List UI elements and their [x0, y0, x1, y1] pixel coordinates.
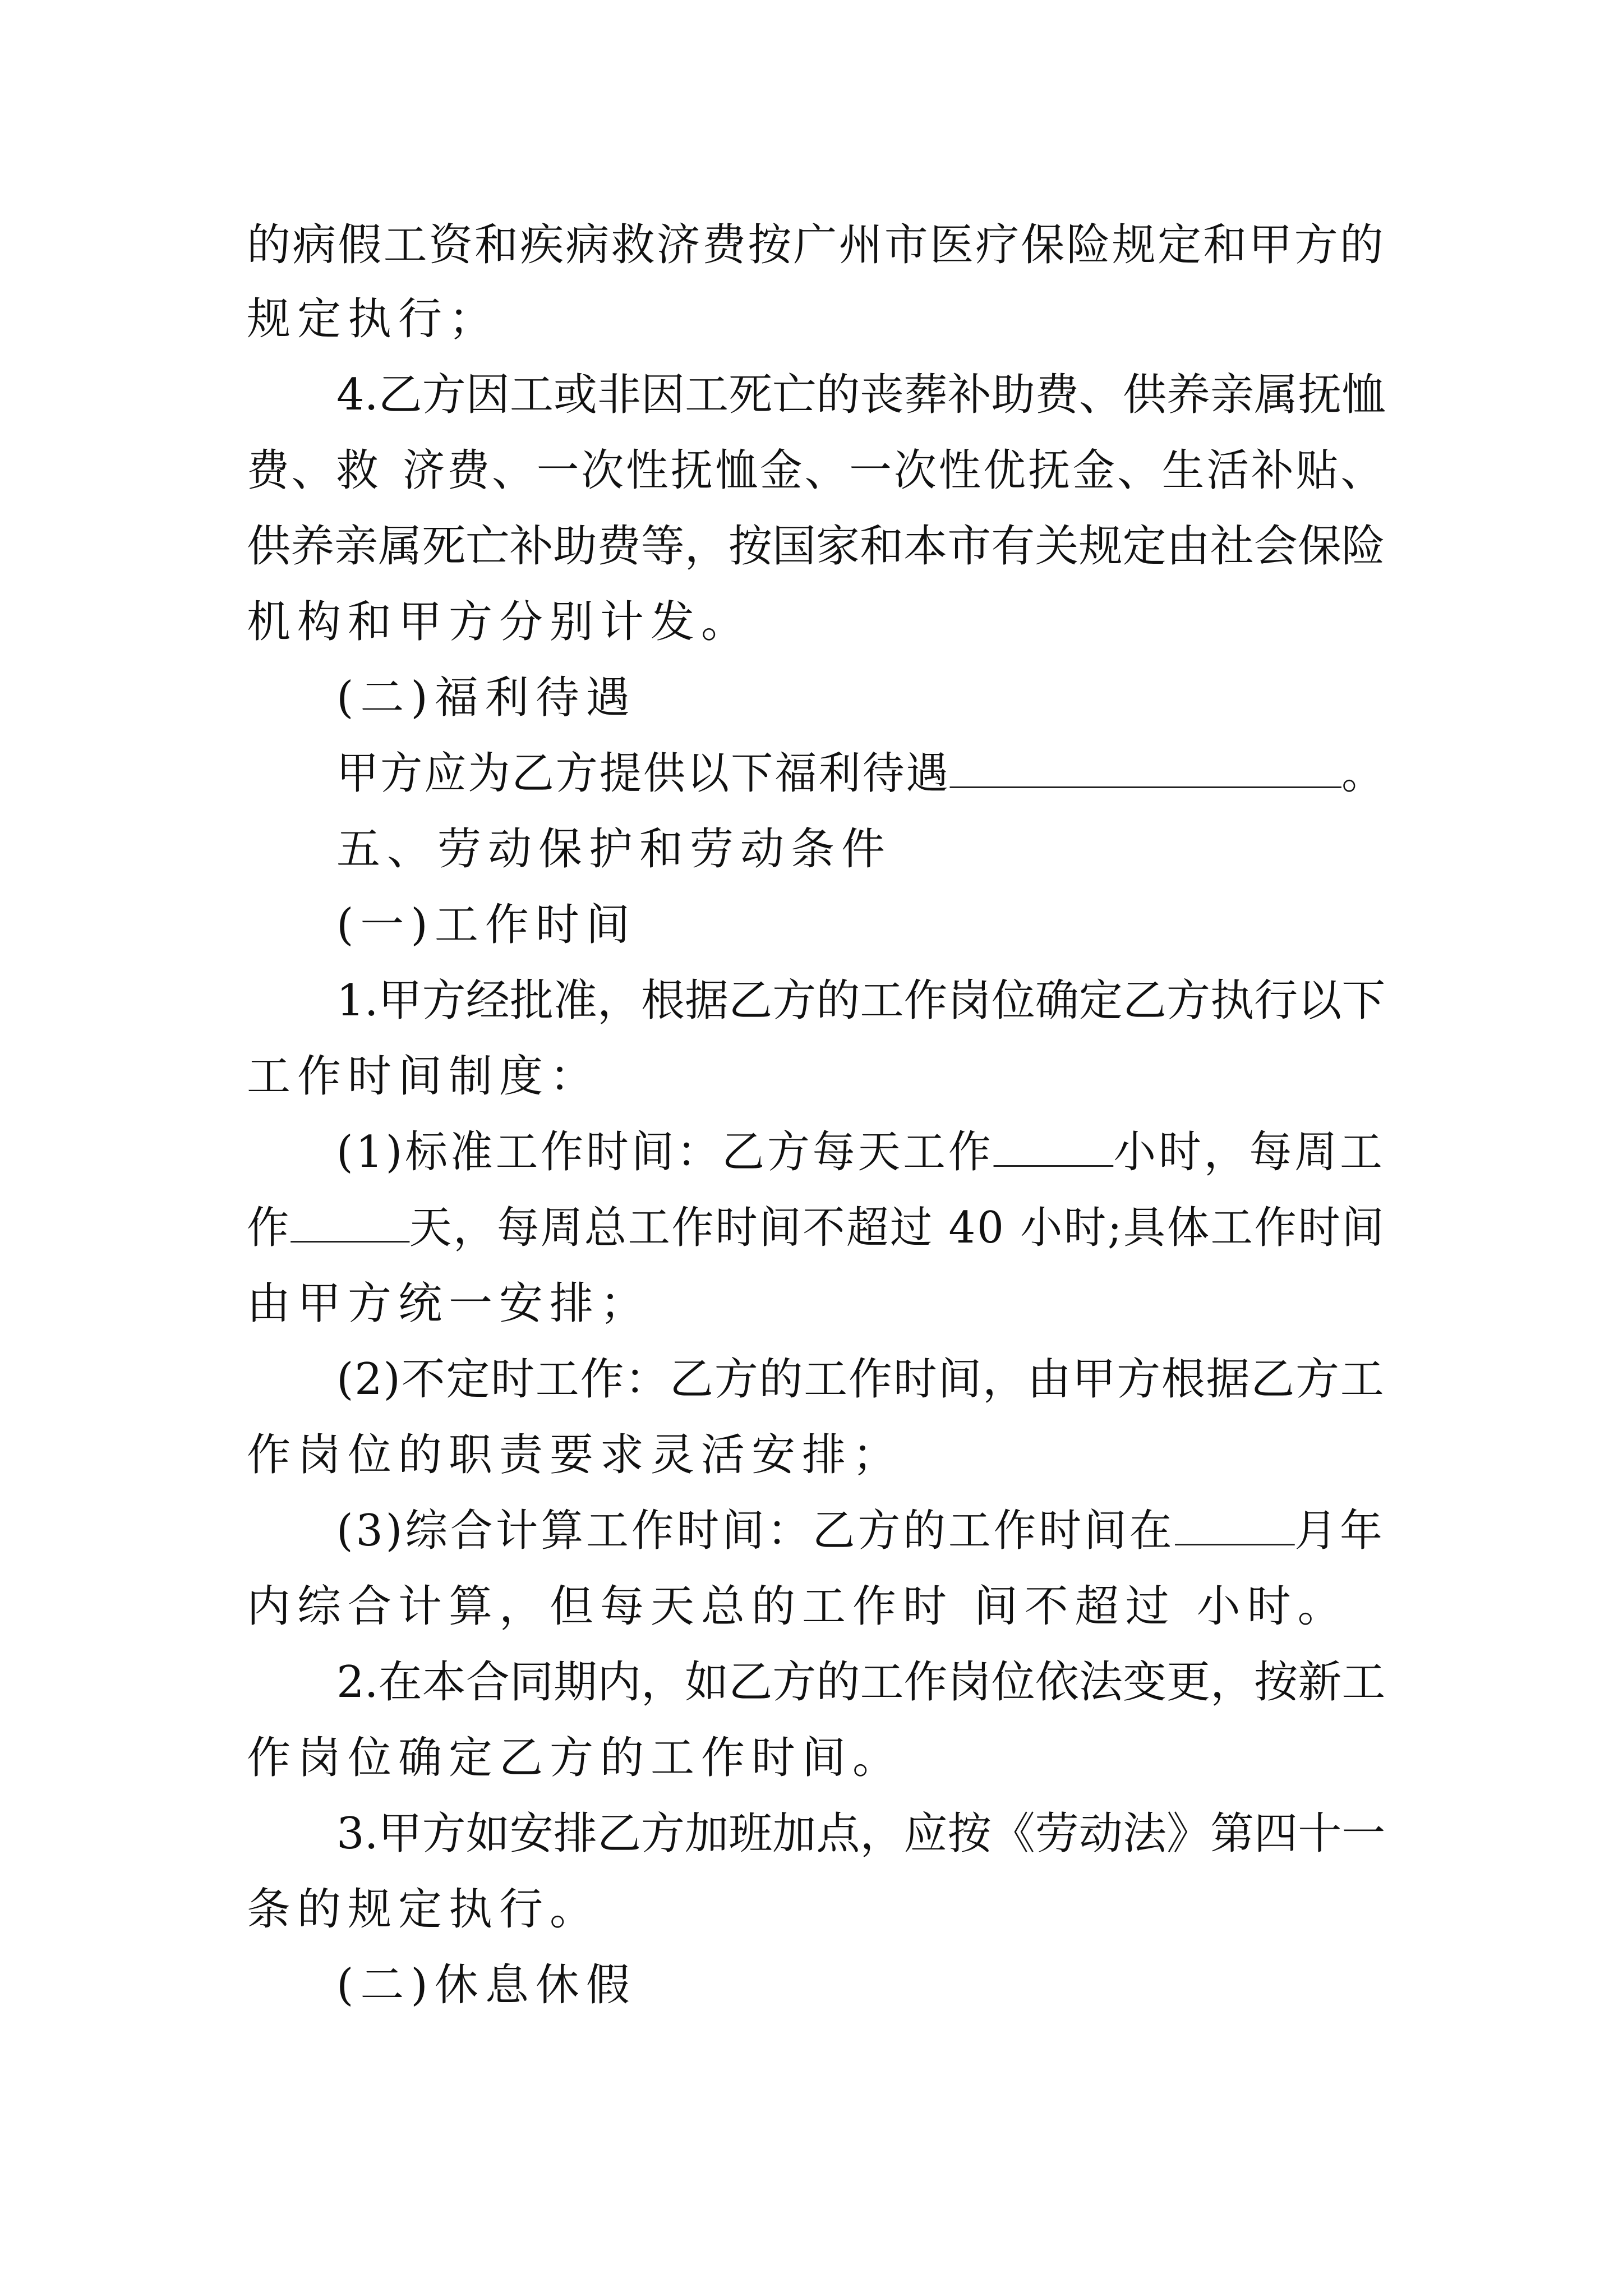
fill-in-blank [950, 752, 1341, 788]
text-line: 1.甲方经批准，根据乙方的工作岗位确定乙方执行以下 [336, 976, 1386, 1026]
fill-in-blank [1175, 1509, 1295, 1545]
section-heading: (二)休息休假 [336, 1960, 637, 2010]
text-segment: 月年 [1294, 1506, 1385, 1556]
section-heading: 五、劳动保护和劳动条件 [336, 824, 892, 875]
text-line: 的病假工资和疾病救济费按广州市医疗保险规定和甲方的 [247, 220, 1386, 270]
text-line: 作岗位确定乙方的工作时间。 [247, 1733, 903, 1783]
text-line: 条的规定执行。 [247, 1884, 601, 1935]
text-segment: (1)标准工作时间：乙方每天工作 [336, 1127, 994, 1177]
text-line [247, 445, 1386, 496]
section-heading: (一)工作时间 [336, 900, 637, 950]
text-line [336, 748, 1386, 799]
text-line [247, 1203, 1386, 1253]
section-heading: (二)福利待遇 [336, 673, 637, 723]
text-segment: 小时，每周工 [1113, 1127, 1385, 1177]
text-segment: 费、救 [247, 445, 381, 496]
text-line: 工作时间制度： [247, 1051, 601, 1102]
fill-in-blank [291, 1206, 409, 1243]
text-segment: 。 [1341, 748, 1386, 799]
text-line [336, 1506, 1385, 1556]
text-line: 机构和甲方分别计发。 [247, 597, 752, 647]
text-line: 供养亲属死亡补助费等，按国家和本市有关规定由社会保险 [247, 521, 1386, 572]
text-line [336, 1127, 1385, 1177]
text-line: 内综合计算，但每天总的工作时 间不超过 小时。 [247, 1581, 1348, 1632]
text-segment: (3)综合计算工作时间：乙方的工作时间在 [336, 1506, 1175, 1556]
text-segment: 甲方应为乙方提供以下福利待遇 [336, 748, 950, 799]
text-line: 作岗位的职责要求灵活安排； [247, 1430, 903, 1480]
text-line: 由甲方统一安排； [247, 1278, 651, 1329]
text-segment: 天，每周总工作时间不超过 40 小时;具体工作时间 [409, 1203, 1386, 1253]
fill-in-blank [994, 1130, 1114, 1167]
text-line: 2.在本合同期内，如乙方的工作岗位依法变更，按新工 [336, 1657, 1386, 1708]
text-line: 规定执行； [247, 294, 500, 344]
text-line: 3.甲方如安排乙方加班加点，应按《劳动法》第四十一 [336, 1809, 1386, 1859]
text-line: (2)不定时工作：乙方的工作时间，由甲方根据乙方工 [336, 1354, 1385, 1405]
text-line: 4.乙方因工或非因工死亡的丧葬补助费、供养亲属抚恤 [336, 370, 1386, 420]
text-segment: 作 [247, 1203, 291, 1253]
text-segment: 济费、一次性抚恤金、一次性优抚金、生活补贴、 [402, 445, 1386, 496]
